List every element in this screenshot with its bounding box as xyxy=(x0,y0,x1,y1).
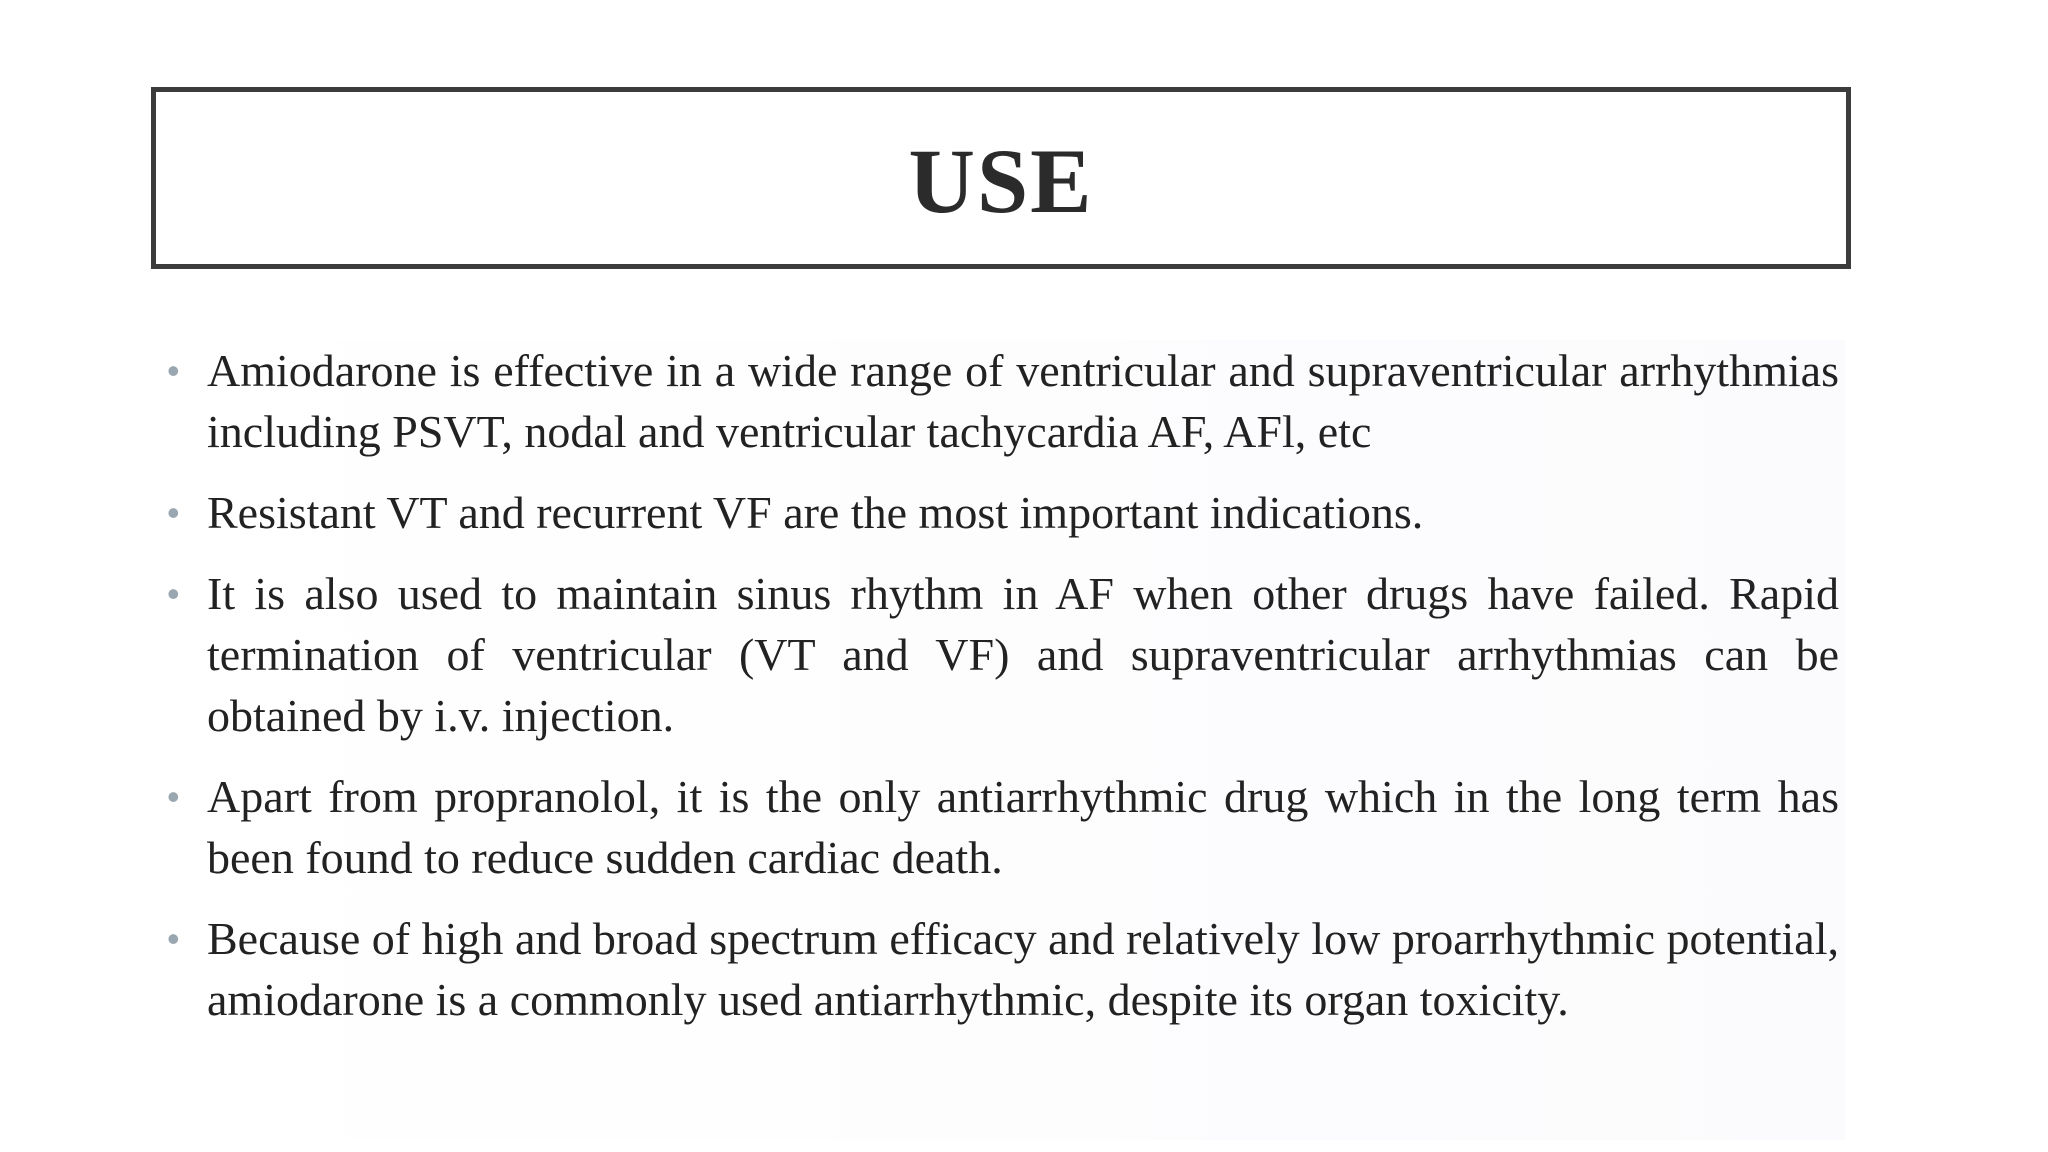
bullet-list xyxy=(165,340,1845,1030)
bullet-item xyxy=(165,563,1839,746)
slide-title: USE xyxy=(908,130,1094,232)
bullet-item xyxy=(165,908,1839,1030)
bullet-icon: • xyxy=(167,918,180,959)
bullet-icon: • xyxy=(167,776,180,817)
bullet-icon: • xyxy=(167,573,180,614)
bullet-text: It is also used to maintain sinus rhythm in AF when other drugs have failed. Rapid termination of ventricular (VT and VF) and supraventricular arrhythmias can be obtained by i.v. injection. xyxy=(207,568,1839,741)
bullet-text: Because of high and broad spectrum efficacy and relatively low proarrhythmic potential, amiodarone is a commonly used antiarrhythmic, despite its organ toxicity. xyxy=(207,913,1839,1025)
bullet-item xyxy=(165,766,1839,888)
content-area xyxy=(165,340,1845,1140)
bullet-text: Amiodarone is effective in a wide range of ventricular and supraventricular arrhythmias including PSVT, nodal and ventricular tachycardia AF, AFl, etc xyxy=(207,345,1839,457)
bullet-icon: • xyxy=(167,492,180,533)
bullet-item xyxy=(165,340,1839,462)
bullet-text: Resistant VT and recurrent VF are the most important indications. xyxy=(207,487,1424,538)
title-box xyxy=(151,87,1851,269)
bullet-item xyxy=(165,482,1839,543)
bullet-text: Apart from propranolol, it is the only antiarrhythmic drug which in the long term has been found to reduce sudden cardiac death. xyxy=(207,771,1839,883)
bullet-icon: • xyxy=(167,350,180,391)
